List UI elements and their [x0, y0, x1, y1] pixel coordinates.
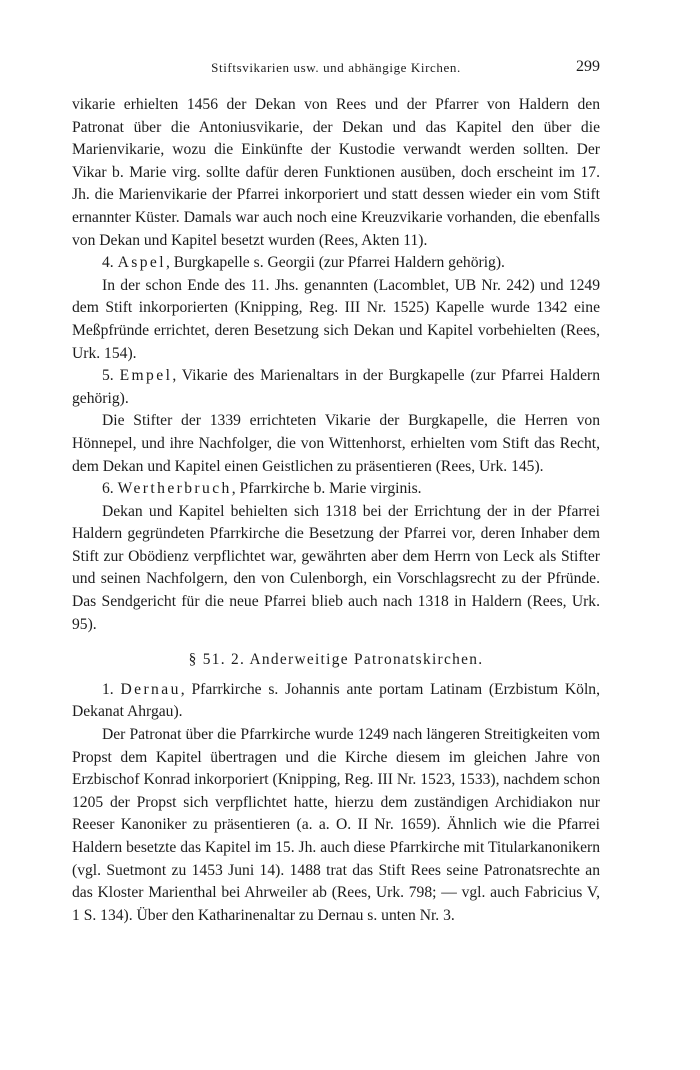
- body-text: [72, 94, 600, 927]
- entry-number: 6.: [102, 480, 114, 498]
- entry-dernau-heading: [72, 679, 600, 724]
- running-title: Stiftsvikarien usw. und abhängige Kirchen.: [211, 60, 461, 75]
- place-name-dernau: Dernau: [120, 680, 181, 698]
- entry-dernau-text: Der Patronat über die Pfarrkirche wurde 1249 nach längeren Streitigkeiten vom Propst dem Kapitel übertragen und die Kirche diesem im gleichen Jahre von Erzbischof Konrad inkorporiert (Knipping, Reg. III Nr. 1523, 1533), nachdem schon 1205 der Propst sich verpflichtet hatte, hierzu dem zuständigen Archidiakon nur Reeser Kanoniker zu präsentieren (a. a. O. II Nr. 1659). Ähnlich wie die Pfarrei Haldern besetzte das Kapitel im 15. Jh. auch diese Pfarrkirche mit Titularkanonikern (vgl. Suetmont zu 1453 Juni 14). 1488 trat das Stift Rees seine Patronatsrechte an das Kloster Marienthal bei Ahrweiler ab (Rees, Urk. 798; — vgl. auch Fabricius V, 1 S. 134). Über den Katharinenaltar zu Dernau s. unten Nr. 3.: [72, 726, 600, 924]
- entry-number: 4.: [102, 254, 114, 272]
- entry-aspel-text: In der schon Ende des 11. Jhs. genannten (Lacomblet, UB Nr. 242) und 1249 dem Stift inkorporierten (Knipping, Reg. III Nr. 1525) Kapelle wurde 1342 eine Meßpfründe errichtet, deren Besetzung sich Dekan und Kapitel vorbehielten (Rees, Urk. 154).: [72, 276, 600, 362]
- place-name-empel: Empel: [119, 367, 173, 385]
- place-name-aspel: Aspel: [117, 254, 166, 272]
- entry-wertherbruch-text: Dekan und Kapitel behielten sich 1318 bei der Errichtung der in der Pfarrei Haldern gegründeten Pfarrkirche die Besetzung der Pfarrei vor, deren Inhaber dem Stift zur Obödienz verpflichtet war, gewährten aber dem Herrn von Leck als Stifter und seinen Nachfolgern, den von Culenborgh, ein Vorschlagsrecht zu der Pfründe. Das Sendgericht für die neue Pfarrei blieb auch nach 1318 in Haldern (Rees, Urk. 95).: [72, 502, 600, 633]
- entry-description: , Pfarrkirche b. Marie virginis.: [231, 480, 422, 498]
- entry-number: 5.: [102, 367, 114, 385]
- page-number: 299: [576, 58, 600, 75]
- entry-description: , Burgkapelle s. Georgii (zur Pfarrei Haldern gehörig).: [166, 254, 505, 272]
- entry-wertherbruch-heading: [72, 478, 600, 501]
- running-header: [72, 58, 600, 86]
- entry-description: , Pfarrkirche s. Johannis ante portam Latinam (Erzbistum Köln, Dekanat Ahrgau).: [72, 680, 600, 721]
- entry-number: 1.: [102, 680, 114, 698]
- entry-aspel-heading: [72, 252, 600, 275]
- book-page: [72, 58, 600, 927]
- paragraph-vikarie: vikarie erhielten 1456 der Dekan von Rees und der Pfarrer von Haldern den Patronat über die Antoniusvikarie, der Dekan und das Kapitel den über die Marienvikarie, wozu die Einkünfte der Kustodie verwandt werden sollten. Der Vikar b. Marie virg. sollte dafür deren Funktionen ausüben, doch erscheint im 17. Jh. die Marienvikarie der Pfarrei inkorporiert und statt dessen wieder ein vom Stift ernannter Küster. Damals war auch noch eine Kreuzvikarie vorhanden, die ebenfalls von Dekan und Kapitel besetzt wurden (Rees, Akten 11).: [72, 96, 600, 249]
- entry-empel-heading: [72, 365, 600, 410]
- place-name-wertherbruch: Wertherbruch: [117, 480, 232, 498]
- section-heading: § 51. 2. Anderweitige Patronatskirchen.: [188, 651, 484, 669]
- entry-description: , Vikarie des Marienaltars in der Burgkapelle (zur Pfarrei Haldern gehörig).: [72, 367, 600, 407]
- entry-empel-text: Die Stifter der 1339 errichteten Vikarie der Burgkapelle, die Herren von Hönnepel, und ihre Nachfolger, die von Wittenhorst, erhielten vom Stift das Recht, dem Dekan und Kapitel einen Geistlichen zu präsentieren (Rees, Urk. 145).: [72, 412, 600, 475]
